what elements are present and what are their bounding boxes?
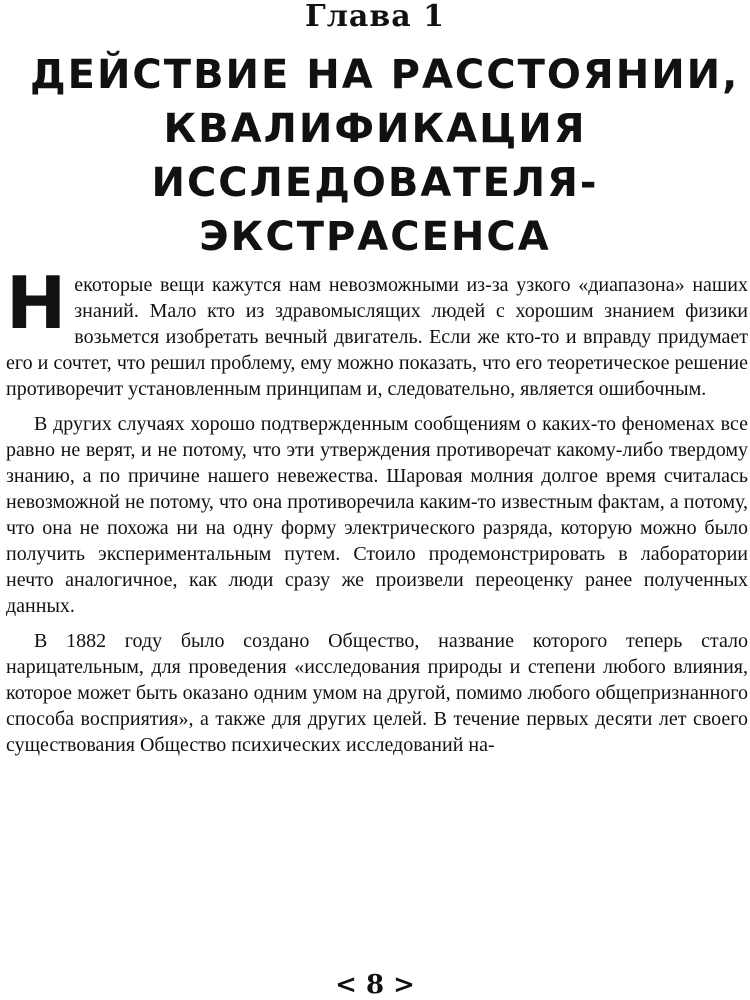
- paragraph-text: екоторые вещи кажутся нам невозможными из-за узкого «диапазона» наших знаний. Мало кто из здравомыслящих людей с хорошим знанием физики возьмется изобретать вечный двигатель. Если же кто-то и вправду придумает его и сочтет, что решил проблему, ему можно показать, что его теоретическое решение противоречит установленным принципам и, следовательно, является ошибочным.: [6, 274, 748, 400]
- chapter-title-line: ЭКСТРАСЕНСА: [199, 214, 551, 260]
- drop-cap: Н: [6, 261, 67, 345]
- page-number: < 8 >: [335, 970, 415, 1000]
- chapter-title-line: ИССЛЕДОВАТЕЛЯ-: [151, 160, 599, 206]
- paragraph: [6, 261, 748, 402]
- paragraph: В 1882 году было создано Общество, название которого теперь стало нарицательным, для проведения «исследования природы и степени любого влияния, которое может быть оказано одним умом на другой, помимо любого общепризнанного способа восприятия», а также для других целей. В течение первых десяти лет своего существования Общество психических исследований на-: [6, 630, 748, 756]
- chapter-title-line: ДЕЙСТВИЕ НА РАССТОЯНИИ,: [30, 52, 740, 98]
- chapter-title: [30, 48, 740, 264]
- chapter-title-line: КВАЛИФИКАЦИЯ: [163, 106, 587, 152]
- body-text: [6, 261, 748, 758]
- chapter-label: Глава 1: [305, 0, 445, 34]
- paragraph: В других случаях хорошо подтвержденным сообщениям о каких-то феноменах все равно не верят, и не потому, что эти утверждения противоречат какому-либо твердому знанию, а по причине нашего невежества. Шаровая молния долгое время считалась невозможной не потому, что она противоречила каким-то известным фактам, а потому, что она не похожа ни на одну форму электрического разряда, которую можно было получить экспериментальным путем. Стоило продемонстрировать в лаборатории нечто аналогичное, как люди сразу же произвели переоценку ранее полученных данных.: [6, 413, 748, 617]
